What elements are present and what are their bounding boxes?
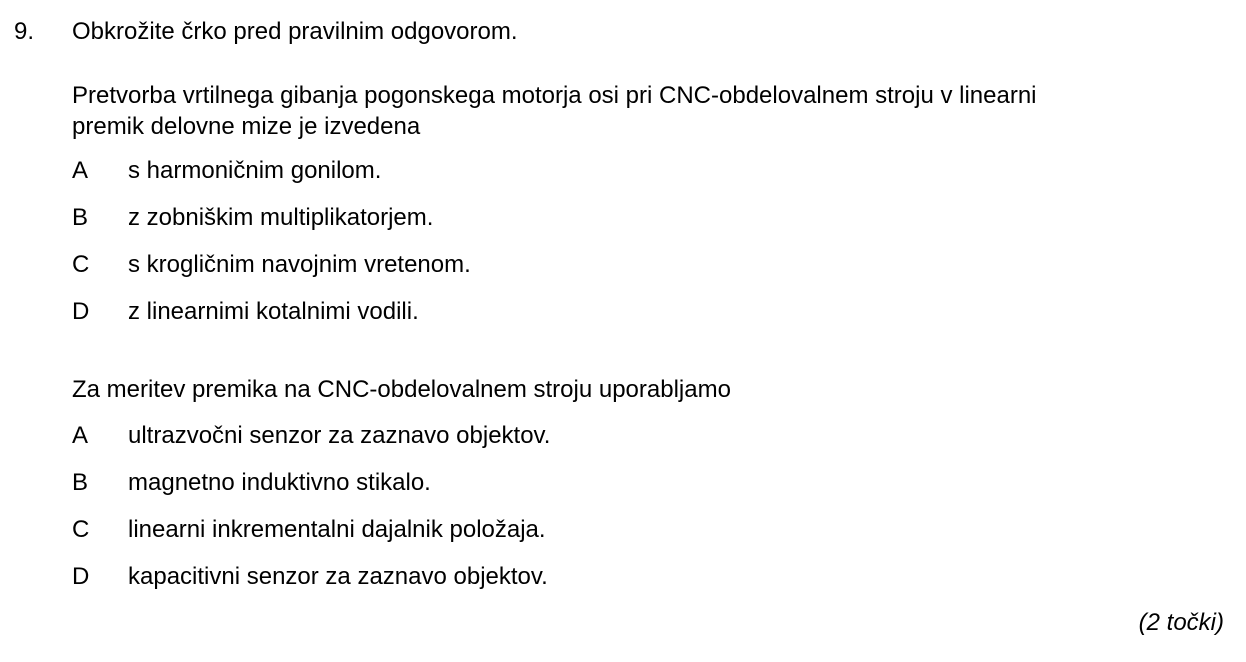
part-1-stem-line-1: Pretvorba vrtilnega gibanja pogonskega motorja osi pri CNC-obdelovalnem stroju v linearni <box>72 82 1037 109</box>
part-2-option-d[interactable] <box>72 562 550 609</box>
part-2-stem-line-1: Za meritev premika na CNC-obdelovalnem stroju uporabljamo <box>72 376 731 403</box>
option-text: ultrazvočni senzor za zaznavo objektov. <box>128 422 551 449</box>
part-1-option-b[interactable] <box>72 203 471 250</box>
part-1-option-d[interactable] <box>72 297 471 344</box>
option-text: linearni inkrementalni dajalnik položaja. <box>128 516 546 543</box>
option-letter[interactable]: B <box>72 204 89 231</box>
option-text: s harmoničnim gonilom. <box>128 157 382 184</box>
part-1-options <box>72 156 471 344</box>
part-2-options <box>72 421 550 609</box>
part-2-option-b[interactable] <box>72 468 550 515</box>
option-text: kapacitivni senzor za zaznavo objektov. <box>128 563 548 590</box>
part-2-option-a[interactable] <box>72 421 550 468</box>
part-1-option-c[interactable] <box>72 250 471 297</box>
option-letter[interactable]: A <box>72 157 89 184</box>
option-letter[interactable]: C <box>72 251 90 278</box>
option-text: s krogličnim navojnim vretenom. <box>128 251 471 278</box>
part-1-option-a[interactable] <box>72 156 471 203</box>
part-1-stem <box>72 80 1192 142</box>
part-2-stem <box>72 374 1192 405</box>
question-number: 9. <box>14 18 35 45</box>
option-text: z zobniškim multiplikatorjem. <box>128 204 434 231</box>
option-letter[interactable]: C <box>72 516 90 543</box>
question-instruction: Obkrožite črko pred pravilnim odgovorom. <box>72 18 518 45</box>
option-text: magnetno induktivno stikalo. <box>128 469 431 496</box>
part-1-stem-line-2: premik delovne mize je izvedena <box>72 113 421 140</box>
option-letter[interactable]: B <box>72 469 89 496</box>
points-label: (2 točki) <box>1138 609 1224 636</box>
option-letter[interactable]: D <box>72 298 90 325</box>
option-letter[interactable]: D <box>72 563 90 590</box>
option-letter[interactable]: A <box>72 422 89 449</box>
part-2-option-c[interactable] <box>72 515 550 562</box>
option-text: z linearnimi kotalnimi vodili. <box>128 298 419 325</box>
